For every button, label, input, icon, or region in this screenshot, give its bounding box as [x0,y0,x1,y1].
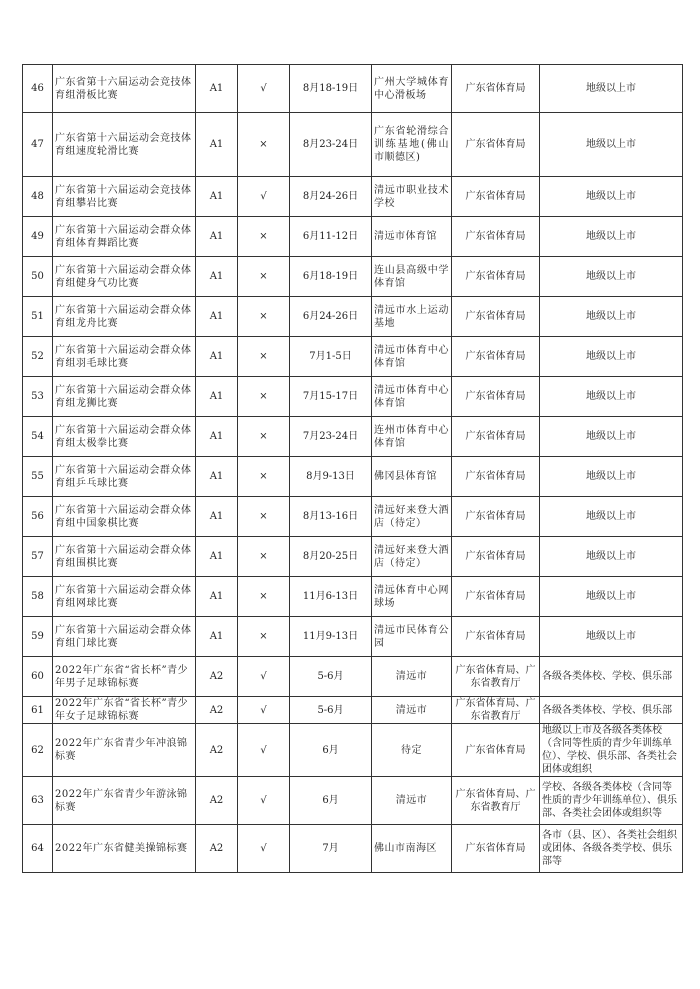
event-level: A1 [196,417,238,457]
participant-scope: 地级以上市 [540,457,683,497]
table-row [23,537,683,577]
status-mark: × [238,297,290,337]
organizer: 广东省体育局 [452,724,540,777]
row-number: 46 [23,65,53,113]
table-row [23,617,683,657]
event-venue: 清远市 [372,777,452,825]
participant-scope: 地级以上市 [540,337,683,377]
event-level: A1 [196,337,238,377]
table-row [23,377,683,417]
event-name: 广东省第十六届运动会群众体育组龙狮比赛 [53,377,196,417]
participant-scope: 地级以上市 [540,177,683,217]
row-number: 55 [23,457,53,497]
organizer: 广东省体育局、广东省教育厅 [452,777,540,825]
organizer: 广东省体育局 [452,825,540,873]
event-name: 广东省第十六届运动会群众体育组中国象棋比赛 [53,497,196,537]
event-date: 11月6-13日 [290,577,372,617]
row-number: 48 [23,177,53,217]
participant-scope: 地级以上市 [540,537,683,577]
status-mark: × [238,577,290,617]
event-name: 广东省第十六届运动会竞技体育组攀岩比赛 [53,177,196,217]
event-venue: 清远好来登大酒店（待定） [372,497,452,537]
organizer: 广东省体育局 [452,537,540,577]
event-date: 8月18-19日 [290,65,372,113]
status-mark: × [238,113,290,177]
event-date: 6月18-19日 [290,257,372,297]
event-name: 广东省第十六届运动会群众体育组健身气功比赛 [53,257,196,297]
event-date: 6月 [290,777,372,825]
status-mark: × [238,257,290,297]
status-mark: × [238,457,290,497]
organizer: 广东省体育局 [452,297,540,337]
event-level: A1 [196,297,238,337]
row-number: 51 [23,297,53,337]
status-mark: × [238,377,290,417]
event-level: A2 [196,697,238,724]
organizer: 广东省体育局 [452,417,540,457]
status-mark: × [238,417,290,457]
event-name: 广东省第十六届运动会群众体育组体育舞蹈比赛 [53,217,196,257]
table-row [23,217,683,257]
row-number: 58 [23,577,53,617]
event-level: A2 [196,724,238,777]
organizer: 广东省体育局 [452,497,540,537]
participant-scope: 地级以上市 [540,297,683,337]
status-mark: √ [238,724,290,777]
event-name: 广东省第十六届运动会竞技体育组滑板比赛 [53,65,196,113]
row-number: 50 [23,257,53,297]
participant-scope: 地级以上市 [540,217,683,257]
status-mark: × [238,497,290,537]
table-row [23,497,683,537]
status-mark: √ [238,825,290,873]
row-number: 49 [23,217,53,257]
table-row [23,177,683,217]
event-level: A1 [196,537,238,577]
organizer: 广东省体育局 [452,257,540,297]
event-name: 2022年广东省青少年游泳锦标赛 [53,777,196,825]
participant-scope: 地级以上市 [540,65,683,113]
organizer: 广东省体育局、广东省教育厅 [452,697,540,724]
organizer: 广东省体育局 [452,377,540,417]
event-level: A1 [196,113,238,177]
participant-scope: 地级以上市 [540,113,683,177]
event-date: 8月23-24日 [290,113,372,177]
participant-scope: 各级各类体校、学校、俱乐部 [540,657,683,697]
event-name: 广东省第十六届运动会群众体育组羽毛球比赛 [53,337,196,377]
table-row [23,113,683,177]
event-name: 广东省第十六届运动会竞技体育组速度轮滑比赛 [53,113,196,177]
table-row [23,577,683,617]
status-mark: √ [238,65,290,113]
event-date: 7月1-5日 [290,337,372,377]
row-number: 64 [23,825,53,873]
organizer: 广东省体育局 [452,177,540,217]
status-mark: √ [238,777,290,825]
event-level: A1 [196,257,238,297]
event-date: 5-6月 [290,697,372,724]
organizer: 广东省体育局 [452,577,540,617]
status-mark: √ [238,657,290,697]
table-row [23,777,683,825]
event-date: 11月9-13日 [290,617,372,657]
table-row [23,417,683,457]
table-row [23,657,683,697]
row-number: 54 [23,417,53,457]
event-date: 6月 [290,724,372,777]
table-row [23,457,683,497]
organizer: 广东省体育局 [452,217,540,257]
participant-scope: 学校、各级各类体校（含同等性质的青少年训练单位）、俱乐部、各类社会团体或组织等 [540,777,683,825]
participant-scope: 地级以上市 [540,497,683,537]
event-name: 广东省第十六届运动会群众体育组网球比赛 [53,577,196,617]
event-date: 8月24-26日 [290,177,372,217]
event-venue: 清远市民体育公园 [372,617,452,657]
event-name: 广东省第十六届运动会群众体育组太极拳比赛 [53,417,196,457]
table-row [23,724,683,777]
status-mark: √ [238,697,290,724]
event-level: A2 [196,777,238,825]
event-venue: 清远市 [372,697,452,724]
event-level: A1 [196,577,238,617]
event-name: 广东省第十六届运动会群众体育组龙舟比赛 [53,297,196,337]
row-number: 57 [23,537,53,577]
event-name: 广东省第十六届运动会群众体育组乒乓球比赛 [53,457,196,497]
event-date: 7月15-17日 [290,377,372,417]
event-venue: 清远市职业技术学校 [372,177,452,217]
event-venue: 佛冈县体育馆 [372,457,452,497]
participant-scope: 各级各类体校、学校、俱乐部 [540,697,683,724]
event-date: 6月11-12日 [290,217,372,257]
event-level: A1 [196,617,238,657]
event-name: 广东省第十六届运动会群众体育组门球比赛 [53,617,196,657]
table-row [23,297,683,337]
status-mark: √ [238,177,290,217]
event-level: A1 [196,65,238,113]
row-number: 60 [23,657,53,697]
event-venue: 佛山市南海区 [372,825,452,873]
event-date: 8月13-16日 [290,497,372,537]
status-mark: × [238,617,290,657]
organizer: 广东省体育局 [452,65,540,113]
event-name: 2022年广东省青少年冲浪锦标赛 [53,724,196,777]
organizer: 广东省体育局 [452,337,540,377]
status-mark: × [238,337,290,377]
organizer: 广东省体育局 [452,457,540,497]
event-level: A1 [196,177,238,217]
event-level: A2 [196,825,238,873]
event-venue: 清远市体育中心体育馆 [372,377,452,417]
row-number: 61 [23,697,53,724]
event-venue: 清远市水上运动基地 [372,297,452,337]
event-level: A1 [196,457,238,497]
event-venue: 清远市体育中心体育馆 [372,337,452,377]
event-level: A2 [196,657,238,697]
participant-scope: 地级以上市 [540,257,683,297]
event-date: 5-6月 [290,657,372,697]
event-venue: 连州市体育中心体育馆 [372,417,452,457]
table-row [23,257,683,297]
event-date: 8月9-13日 [290,457,372,497]
row-number: 62 [23,724,53,777]
event-name: 2022年广东省“省长杯”青少年女子足球锦标赛 [53,697,196,724]
organizer: 广东省体育局 [452,113,540,177]
event-level: A1 [196,497,238,537]
event-date: 8月20-25日 [290,537,372,577]
organizer: 广东省体育局、广东省教育厅 [452,657,540,697]
event-date: 7月23-24日 [290,417,372,457]
event-name: 2022年广东省健美操锦标赛 [53,825,196,873]
event-venue: 连山县高级中学体育馆 [372,257,452,297]
event-venue: 清远市 [372,657,452,697]
event-level: A1 [196,217,238,257]
participant-scope: 各市（县、区）、各类社会组织或团体、各级各类学校、俱乐部等 [540,825,683,873]
event-name: 广东省第十六届运动会群众体育组围棋比赛 [53,537,196,577]
event-venue: 清远体育中心网球场 [372,577,452,617]
table-row [23,697,683,724]
event-name: 2022年广东省“省长杯”青少年男子足球锦标赛 [53,657,196,697]
row-number: 47 [23,113,53,177]
event-date: 6月24-26日 [290,297,372,337]
event-venue: 待定 [372,724,452,777]
table-row [23,65,683,113]
table-row [23,825,683,873]
participant-scope: 地级以上市 [540,617,683,657]
status-mark: × [238,537,290,577]
row-number: 52 [23,337,53,377]
event-venue: 清远市体育馆 [372,217,452,257]
status-mark: × [238,217,290,257]
row-number: 59 [23,617,53,657]
participant-scope: 地级以上市 [540,417,683,457]
event-date: 7月 [290,825,372,873]
participant-scope: 地级以上市 [540,377,683,417]
organizer: 广东省体育局 [452,617,540,657]
table-row [23,337,683,377]
competition-table [22,64,683,873]
participant-scope: 地级以上市 [540,577,683,617]
event-venue: 广州大学城体育中心滑板场 [372,65,452,113]
event-venue: 清远好来登大酒店（待定） [372,537,452,577]
event-level: A1 [196,377,238,417]
row-number: 53 [23,377,53,417]
event-venue: 广东省轮滑综合训练基地(佛山市顺德区) [372,113,452,177]
participant-scope: 地级以上市及各级各类体校（含同等性质的青少年训练单位）、学校、俱乐部、各类社会团体或组织 [540,724,683,777]
row-number: 56 [23,497,53,537]
row-number: 63 [23,777,53,825]
